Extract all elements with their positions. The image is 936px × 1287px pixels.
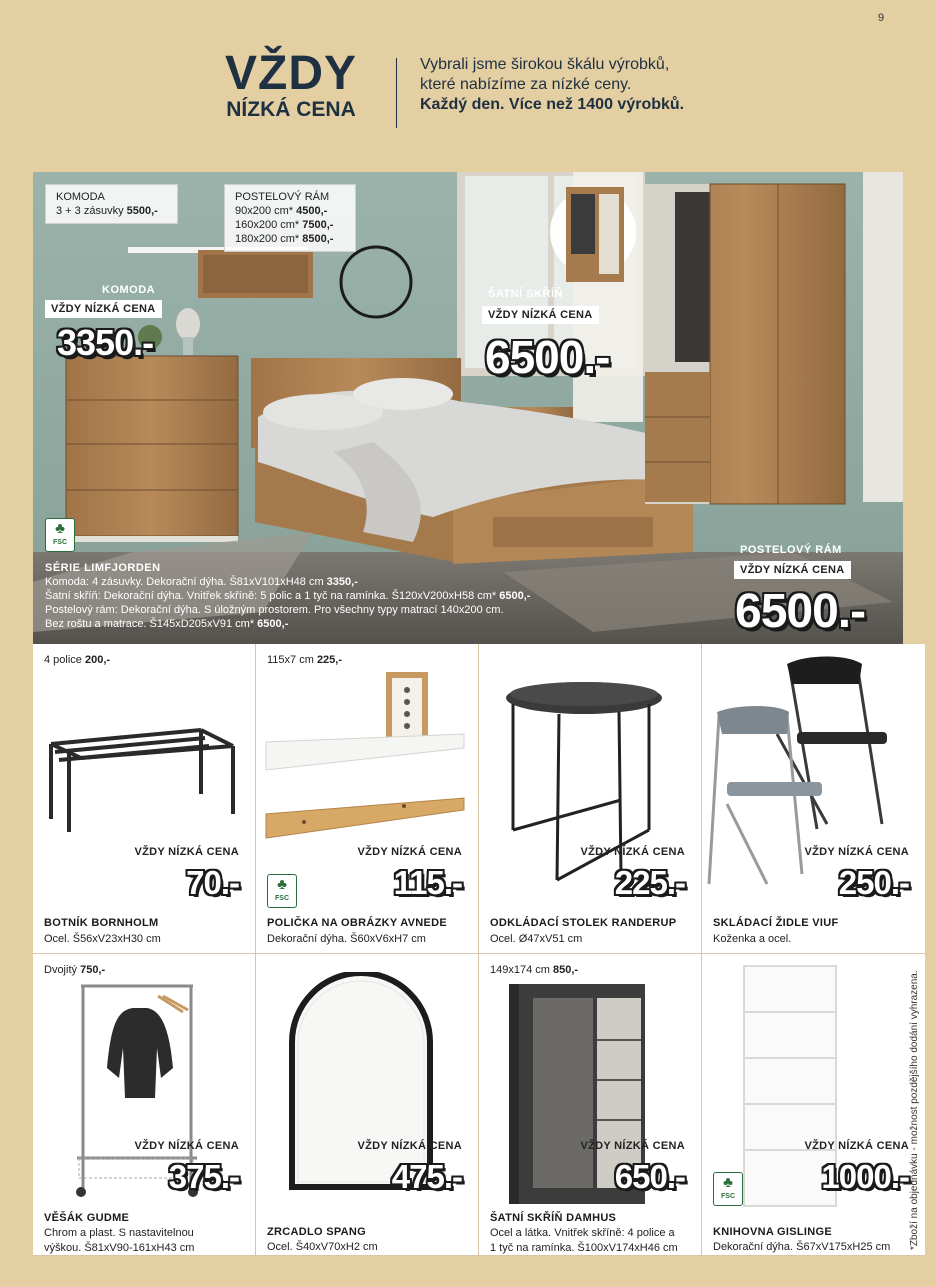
note-price: 750,- (80, 964, 106, 976)
product-card-skrin-damhus[interactable] (479, 954, 702, 1256)
ram-box-row (235, 204, 345, 218)
price-label: VŽDY NÍZKÁ CENA (357, 846, 462, 858)
price-label: VŽDY NÍZKÁ CENA (804, 846, 909, 858)
product-card-vesak[interactable] (33, 954, 256, 1256)
hero-bedroom-photo (33, 172, 903, 644)
delivery-footnote: *Zboží na objednávku - možnost pozdějšího dodání vyhrazena. (909, 970, 920, 1250)
product-price: 375.- (168, 1158, 239, 1195)
note-text: 149x174 cm (490, 964, 550, 976)
tree-icon: ♣ (55, 520, 65, 537)
product-desc (490, 932, 690, 947)
product-grid (33, 644, 909, 1256)
intro-line1: Vybrali jsme širokou škálu výrobků, (420, 56, 670, 73)
price-label: VŽDY NÍZKÁ CENA (134, 846, 239, 858)
skrin-tag-title: ŠATNÍ SKŘÍŇ (488, 288, 563, 300)
intro-line3: Každý den. Více než 1400 výrobků. (420, 96, 685, 113)
brand-line2: NÍZKÁ CENA (226, 98, 356, 121)
komoda-variant-box (45, 184, 178, 224)
picture-shelf-image (264, 670, 474, 850)
product-name: SKLÁDACÍ ŽIDLE VIUF (713, 917, 839, 929)
product-card-knihovna[interactable] (702, 954, 925, 1256)
product-card-policka[interactable] (256, 644, 479, 954)
komoda-box-text: 3 + 3 zásuvky (56, 205, 124, 217)
variant-note (490, 964, 578, 976)
series-price: 3350,- (326, 576, 358, 588)
series-price: 6500,- (257, 618, 289, 630)
product-price: 650.- (614, 1158, 685, 1195)
ram-tag-title: POSTELOVÝ RÁM (740, 544, 842, 556)
note-price: 200,- (84, 654, 111, 666)
series-line (45, 617, 530, 631)
note-price: 225,- (316, 654, 343, 666)
variant-note (44, 654, 110, 666)
brand-divider (396, 58, 397, 128)
product-desc (713, 1240, 913, 1255)
ram-tag-label: VŽDY NÍZKÁ CENA (734, 561, 851, 579)
series-line (45, 589, 530, 603)
ram-row-price: 7500,- (302, 219, 334, 231)
postelovy-ram-variant-box (224, 184, 356, 252)
series-price: 6500,- (499, 590, 531, 602)
ram-row-size: 160x200 cm* (235, 219, 300, 231)
skrin-tag-label: VŽDY NÍZKÁ CENA (482, 306, 599, 324)
brand-logo (216, 47, 366, 122)
ram-tag-price: 6500.- (735, 585, 866, 638)
folding-chairs-image (707, 654, 907, 894)
desc-line: Dekorační dýha. Š60xV6xH7 cm (267, 933, 426, 945)
intro-line2: které nabízíme za nízké ceny. (420, 76, 632, 93)
page-number: 9 (878, 12, 885, 24)
ram-row-price: 8500,- (302, 233, 334, 245)
series-text: Bez roštu a matrace. Š145xD205xV91 cm* (45, 618, 255, 630)
product-desc (267, 932, 467, 947)
ram-row-size: 180x200 cm* (235, 233, 300, 245)
product-price: 225.- (614, 864, 685, 901)
series-title: SÉRIE LIMFJORDEN (45, 562, 161, 574)
fsc-text: FSC (721, 1193, 735, 1200)
komoda-box-title: KOMODA (56, 191, 105, 203)
price-label: VŽDY NÍZKÁ CENA (580, 846, 685, 858)
product-desc (490, 1226, 690, 1256)
tree-icon: ♣ (723, 1174, 733, 1191)
komoda-tag-label: VŽDY NÍZKÁ CENA (45, 300, 162, 318)
note-price: 850,- (553, 964, 579, 976)
desc-line: Ocel. Š40xV70xH2 cm (267, 1241, 378, 1253)
product-name: POLIČKA NA OBRÁZKY AVNEDE (267, 917, 448, 929)
desc-line: Koženka a ocel. (713, 933, 792, 945)
ram-row-price: 4500,- (296, 205, 328, 217)
product-name: ZRCADLO SPANG (267, 1226, 367, 1238)
price-label: VŽDY NÍZKÁ CENA (134, 1140, 239, 1152)
price-label: VŽDY NÍZKÁ CENA (357, 1140, 462, 1152)
product-price: 475.- (391, 1158, 462, 1195)
product-price: 250.- (838, 864, 909, 901)
desc-line: 1 tyč na ramínka. Š100xV174xH46 cm (490, 1242, 678, 1254)
series-line (45, 575, 530, 589)
intro-text (420, 55, 684, 115)
desc-line: Ocel. Ø47xV51 cm (490, 933, 583, 945)
side-table-image (499, 680, 679, 890)
product-card-botnik[interactable] (33, 644, 256, 954)
price-label: VŽDY NÍZKÁ CENA (580, 1140, 685, 1152)
product-name: ŠATNÍ SKŘÍŇ DAMHUS (490, 1212, 617, 1224)
ram-box-row (235, 218, 345, 232)
product-card-zrcadlo[interactable] (256, 954, 479, 1256)
product-name: BOTNÍK BORNHOLM (44, 917, 159, 929)
desc-line: výškou. Š81xV90-161xH43 cm (44, 1242, 195, 1254)
fsc-text: FSC (53, 539, 67, 546)
product-name: KNIHOVNA GISLINGE (713, 1226, 832, 1238)
variant-note (267, 654, 342, 666)
ram-row-size: 90x200 cm* (235, 205, 294, 217)
ram-box-title: POSTELOVÝ RÁM (235, 191, 330, 203)
product-price: 1000.- (821, 1158, 909, 1195)
series-limfjorden-description (45, 561, 530, 631)
note-text: Dvojitý (44, 964, 78, 976)
series-line: Postelový rám: Dekorační dýha. S úložným prostorem. Pro všechny typy matrací 140x200 cm. (45, 604, 504, 616)
ram-box-row (235, 232, 345, 246)
fsc-logo (45, 518, 75, 552)
desc-line: Chrom a plast. S nastavitelnou (44, 1227, 194, 1239)
fsc-logo (267, 874, 297, 908)
series-text: Komoda: 4 zásuvky. Dekorační dýha. Š81xV101xH48 cm (45, 576, 324, 588)
desc-line: Ocel a látka. Vnitřek skříně: 4 police a (490, 1227, 675, 1239)
product-card-stolek[interactable] (479, 644, 702, 954)
product-desc (44, 932, 244, 947)
product-card-zidle[interactable] (702, 644, 925, 954)
note-text: 115x7 cm (267, 654, 314, 666)
komoda-tag-price: 3350.- (57, 322, 154, 363)
shoe-rack-image (41, 724, 241, 834)
product-name: VĚŠÁK GUDME (44, 1212, 130, 1224)
product-name: ODKLÁDACÍ STOLEK RANDERUP (490, 917, 677, 929)
komoda-tag-title: KOMODA (102, 284, 156, 296)
price-label: VŽDY NÍZKÁ CENA (804, 1140, 909, 1152)
komoda-box-price: 5500,- (126, 205, 158, 217)
tree-icon: ♣ (277, 876, 287, 893)
desc-line: Ocel. Š56xV23xH30 cm (44, 933, 161, 945)
komoda-box-line2 (56, 204, 167, 218)
product-desc (267, 1240, 467, 1255)
product-price: 70.- (186, 864, 239, 901)
product-price: 115.- (393, 864, 462, 901)
variant-note (44, 964, 105, 976)
product-desc (44, 1226, 244, 1256)
product-desc (713, 932, 913, 947)
desc-line: Dekorační dýha. Š67xV175xH25 cm (713, 1241, 891, 1253)
fsc-text: FSC (275, 895, 289, 902)
brand-line1: VŽDY (224, 47, 357, 100)
series-text: Šatní skříň: Dekorační dýha. Vnitřek skříně: 5 polic a 1 tyč na ramínka. Š120xV200xH58 cm* (45, 590, 497, 602)
skrin-tag-price: 6500.- (485, 331, 610, 383)
fsc-logo (713, 1172, 743, 1206)
note-text: 4 police (44, 654, 82, 666)
